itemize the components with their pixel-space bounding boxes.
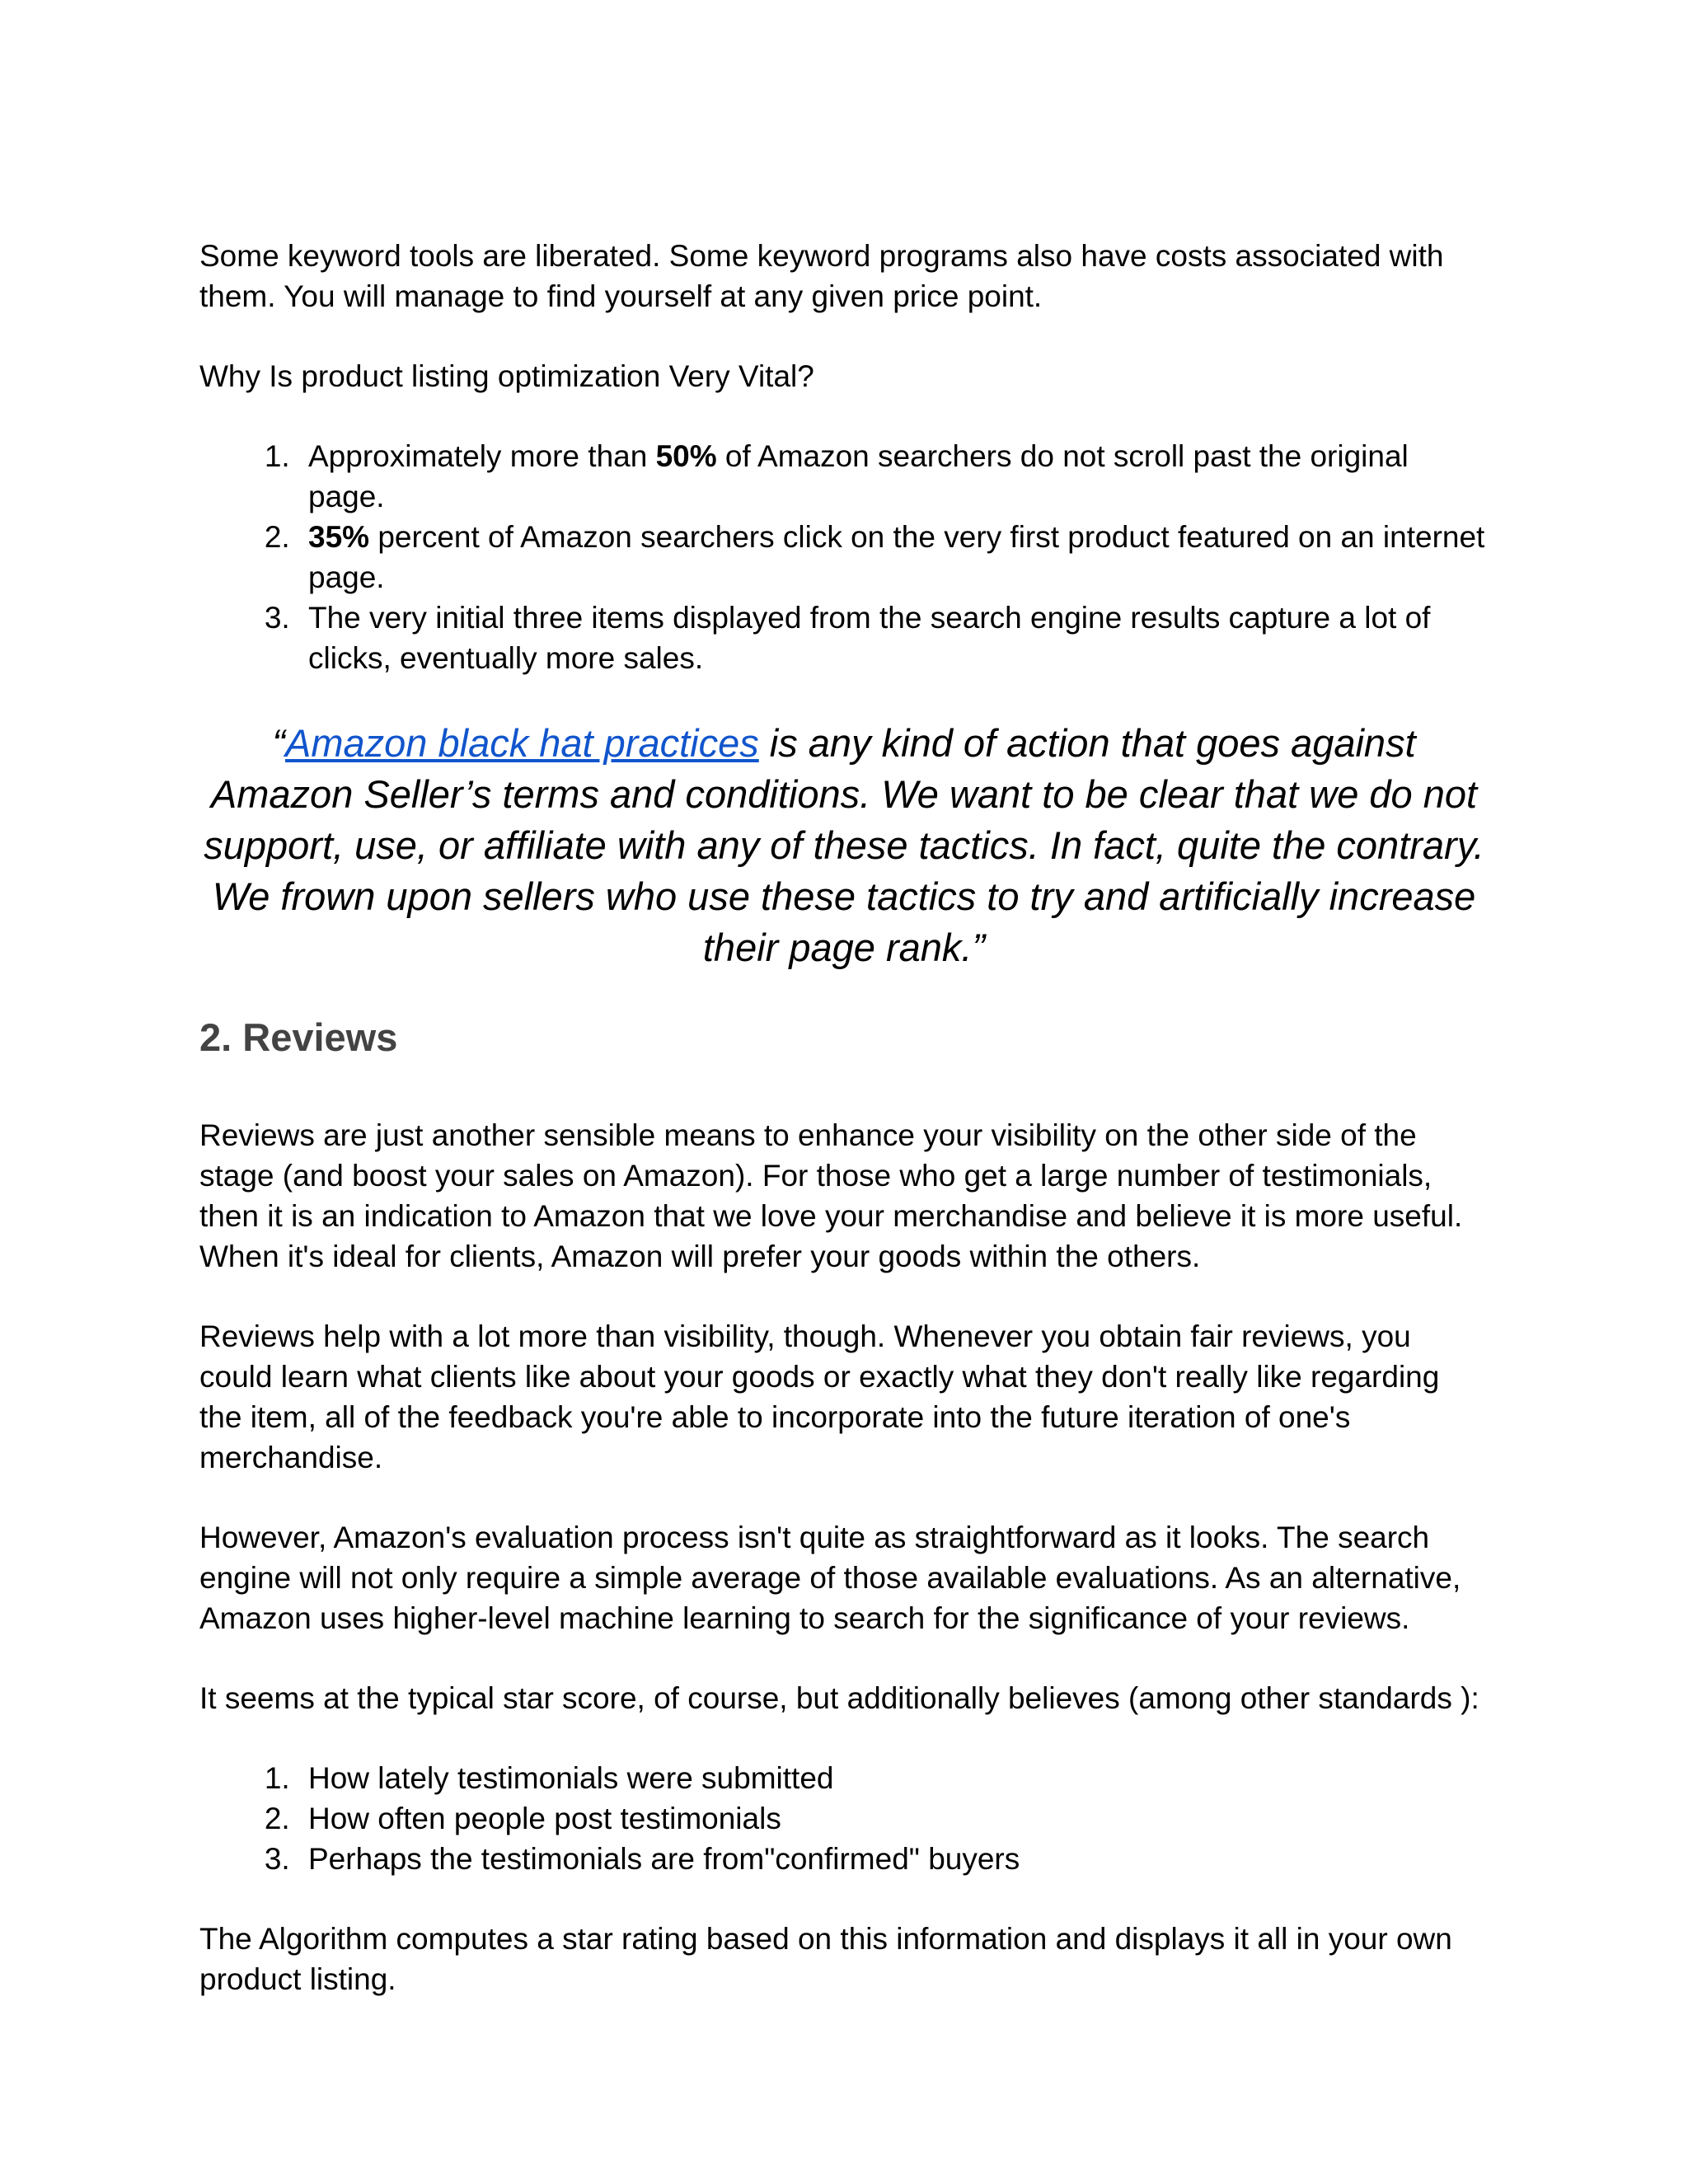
reviews-paragraph: It seems at the typical star score, of course, but additionally believes (among other standards ): [199, 1681, 1479, 1715]
intro-paragraph: Some keyword tools are liberated. Some keyword programs also have costs associated with them. You will manage to find yourself at any given price point. [199, 239, 1444, 313]
black-hat-practices-link[interactable]: Amazon black hat practices [285, 721, 759, 765]
list-item [298, 436, 1489, 517]
quote-open-mark: “ [272, 721, 286, 765]
intro-question: Why Is product listing optimization Very Vital? [199, 359, 814, 393]
closing-paragraph: The Algorithm computes a star rating based on this information and displays it all in your own product listing. [199, 1922, 1452, 1996]
reviews-paragraph: However, Amazon's evaluation process isn't quite as straightforward as it looks. The search engine will not only require a simple average of those available evaluations. As an alternative, Amazon uses higher-level machine learning to search for the significance of your reviews. [199, 1521, 1461, 1635]
list-item-text: of Amazon searchers do not scroll past the original page. [308, 439, 1409, 513]
list-item [298, 517, 1489, 598]
list-item [298, 598, 1489, 678]
list-item-text: Approximately more than [308, 439, 656, 473]
list-item-stat: 35% [308, 520, 370, 554]
list-item: 1. How lately testimonials were submitted [298, 1758, 1489, 1798]
criteria-list [199, 1758, 1489, 1879]
section-heading: 2. Reviews [199, 1015, 398, 1059]
document-page [199, 236, 1489, 1999]
list-item: 3. Perhaps the testimonials are from"confirmed" buyers [298, 1839, 1489, 1879]
pull-quote [199, 718, 1489, 973]
list-item: 2. How often people post testimonials [298, 1798, 1489, 1839]
list-item-text: The very initial three items displayed from the search engine results capture a lot of clicks, eventually more sales. [308, 601, 1431, 675]
quote-text: is any kind of action that goes against Amazon Seller’s terms and conditions. We want to be clear that we do not support, use, or affiliate with any of these tactics. In fact, quite the contrary. We frown upon sellers who use these tactics to try and artificially increase their page rank.” [204, 721, 1484, 969]
list-item-text: percent of Amazon searchers click on the very first product featured on an internet page. [308, 520, 1485, 594]
reviews-paragraph: Reviews help with a lot more than visibility, though. Whenever you obtain fair reviews, you could learn what clients like about your goods or exactly what they don't really like regarding the item, all of the feedback you're able to incorporate into the future iteration of one's merchandise. [199, 1319, 1440, 1474]
list-item-stat: 50% [655, 439, 717, 473]
reviews-paragraph: Reviews are just another sensible means to enhance your visibility on the other side of the stage (and boost your sales on Amazon). For those who get a large number of testimonials, then it is an indication to Amazon that we love your merchandise and believe it is more useful. When it's ideal for clients, Amazon will prefer your goods within the others. [199, 1118, 1463, 1273]
stats-list [199, 436, 1489, 678]
